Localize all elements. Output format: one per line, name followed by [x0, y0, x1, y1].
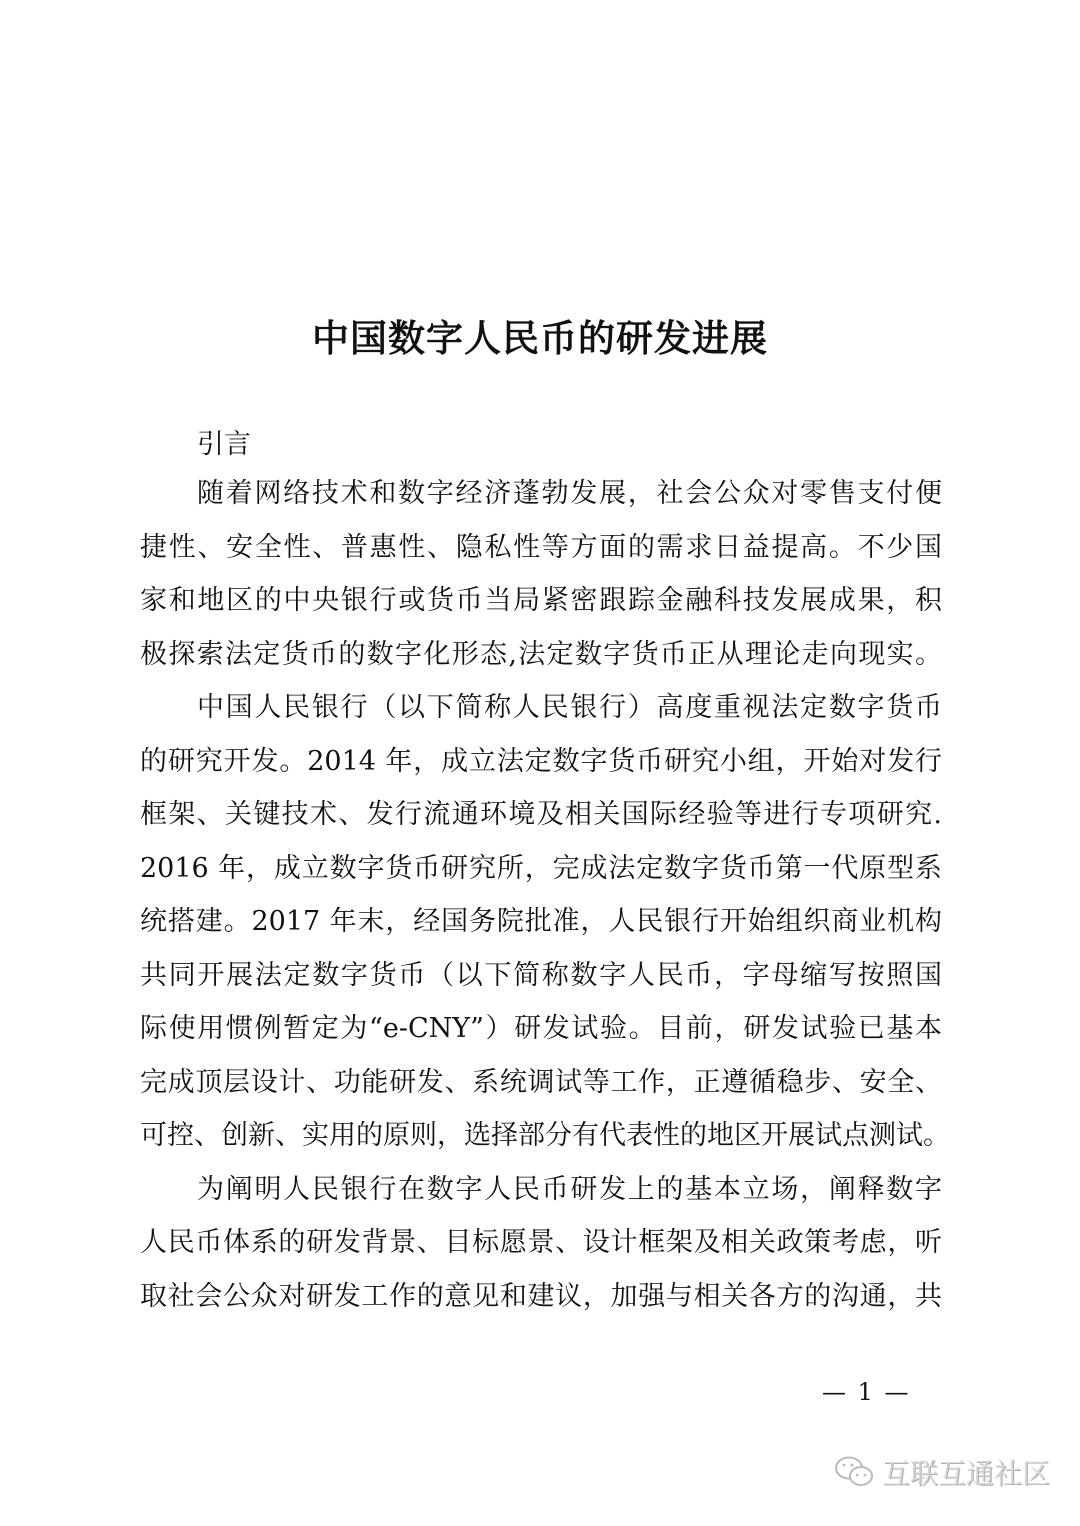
paragraph [140, 474, 942, 688]
page-number: — 1 — [822, 1378, 911, 1406]
watermark-text: 互联互通社区 [882, 1457, 1051, 1490]
text-line: 完成顶层设计、功能研发、系统调试等工作，正遵循稳步、安全、 [140, 1066, 942, 1098]
text-line: 捷性、安全性、普惠性、隐私性等方面的需求日益提高。不少国 [140, 531, 942, 563]
section-heading: 引言 [197, 429, 251, 460]
watermark [834, 1452, 1050, 1492]
text-line: 人民币体系的研发背景、目标愿景、设计框架及相关政策考虑，听 [140, 1227, 942, 1258]
text-line: 框架、关键技术、发行流通环境及相关国际经验等进行专项研究. [140, 799, 942, 830]
document-title: 中国数字人民币的研发进展 [312, 316, 768, 360]
text-line: 中国人民银行（以下简称人民银行）高度重视法定数字货币 [197, 692, 942, 723]
text-line: 共同开展法定数字货币（以下简称数字人民币，字母缩写按照国 [140, 959, 942, 991]
text-line: 家和地区的中央银行或货币当局紧密跟踪金融科技发展成果，积 [140, 585, 942, 616]
text-line: 的研究开发。2014 年，成立法定数字货币研究小组，开始对发行 [140, 745, 942, 777]
text-line: 2016 年，成立数字货币研究所，完成法定数字货币第一代原型系 [140, 852, 942, 884]
paragraph [140, 1170, 942, 1331]
text-line: 际使用惯例暂定为“e-CNY”）研发试验。目前，研发试验已基本 [140, 1013, 942, 1044]
document-body [140, 474, 950, 1330]
text-line: 可控、创新、实用的原则，选择部分有代表性的地区开展试点测试。 [140, 1120, 950, 1151]
wechat-icon [834, 1455, 876, 1489]
text-line: 为阐明人民银行在数字人民币研发上的基本立场，阐释数字 [197, 1173, 942, 1205]
paragraph [140, 688, 950, 1170]
text-line: 极探索法定货币的数字化形态,法定数字货币正从理论走向现实。 [140, 638, 942, 670]
text-line: 随着网络技术和数字经济蓬勃发展，社会公众对零售支付便 [197, 478, 942, 509]
text-line: 统搭建。2017 年末，经国务院批准，人民银行开始组织商业机构 [140, 906, 942, 937]
text-line: 取社会公众对研发工作的意见和建议，加强与相关各方的沟通，共 [140, 1280, 942, 1312]
